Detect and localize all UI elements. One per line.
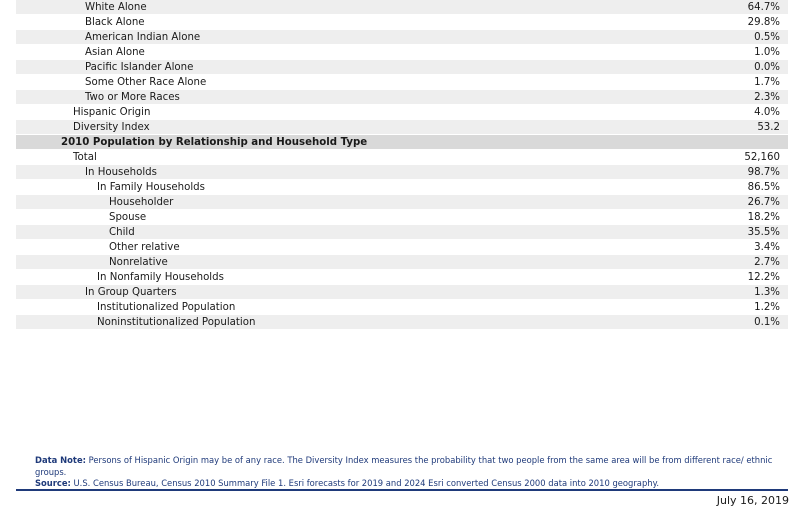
- footer-divider: [16, 489, 788, 491]
- row-label: In Group Quarters: [85, 287, 177, 298]
- row-label: Noninstitutionalized Population: [97, 317, 256, 328]
- table-row: [16, 0, 788, 15]
- data-note-label: Data Note:: [35, 455, 86, 465]
- table-row: [16, 210, 788, 225]
- row-value: 29.8%: [747, 17, 780, 28]
- row-label: Institutionalized Population: [97, 302, 236, 313]
- row-value: 0.1%: [754, 317, 780, 328]
- source-label: Source:: [35, 478, 71, 488]
- table-row: [16, 75, 788, 90]
- table-row: [16, 300, 788, 315]
- table-row: [16, 165, 788, 180]
- row-label: American Indian Alone: [85, 32, 201, 43]
- report-date: July 16, 2019: [716, 494, 789, 507]
- table-row: [16, 105, 788, 120]
- table-row: [16, 270, 788, 285]
- row-value: 1.3%: [754, 287, 780, 298]
- row-label: Householder: [109, 197, 174, 208]
- row-label: Some Other Race Alone: [85, 77, 207, 88]
- row-value: 52,160: [744, 152, 780, 163]
- row-label: Pacific Islander Alone: [85, 62, 194, 73]
- demographics-table: [16, 0, 788, 330]
- row-value: 53.2: [757, 122, 780, 133]
- row-value: 2.3%: [754, 92, 780, 103]
- table-row: [16, 90, 788, 105]
- row-value: 0.0%: [754, 62, 780, 73]
- row-label: Spouse: [109, 212, 147, 223]
- row-value: 4.0%: [754, 107, 780, 118]
- row-label: In Households: [85, 167, 157, 178]
- row-value: 86.5%: [747, 182, 780, 193]
- table-row: [16, 60, 788, 75]
- row-value: 35.5%: [747, 227, 780, 238]
- data-note: [35, 455, 785, 478]
- table-row: [16, 195, 788, 210]
- table-row: [16, 180, 788, 195]
- table-row: [16, 30, 788, 45]
- table-row: [16, 45, 788, 60]
- source-text: U.S. Census Bureau, Census 2010 Summary File 1. Esri forecasts for 2019 and 2024 Esri converted Census 2000 data into 2010 geography.: [70, 478, 659, 488]
- row-value: 1.0%: [754, 47, 780, 58]
- row-label: Diversity Index: [73, 122, 150, 133]
- row-value: 98.7%: [747, 167, 780, 178]
- table-row: [16, 225, 788, 240]
- row-value: 0.5%: [754, 32, 780, 43]
- table-row: [16, 285, 788, 300]
- row-value: 1.2%: [754, 302, 780, 313]
- row-value: 1.7%: [754, 77, 780, 88]
- section-header: [16, 135, 788, 150]
- row-label: Child: [109, 227, 135, 238]
- row-label: Hispanic Origin: [73, 107, 151, 118]
- table-row: [16, 255, 788, 270]
- row-value: 18.2%: [747, 212, 780, 223]
- table-row: [16, 315, 788, 330]
- row-label: Black Alone: [85, 17, 145, 28]
- row-value: 2.7%: [754, 257, 780, 268]
- row-value: 64.7%: [747, 2, 780, 13]
- data-note-text: Persons of Hispanic Origin may be of any race. The Diversity Index measures the probability that two people from the same area will be from different race/ ethnic groups.: [35, 455, 773, 477]
- row-label: Two or More Races: [85, 92, 180, 103]
- row-label: Total: [73, 152, 97, 163]
- table-row: [16, 240, 788, 255]
- row-value: 3.4%: [754, 242, 780, 253]
- section-title: 2010 Population by Relationship and Household Type: [61, 137, 368, 148]
- table-row: [16, 120, 788, 135]
- row-value: 12.2%: [747, 272, 780, 283]
- row-label: Other relative: [109, 242, 180, 253]
- row-value: 26.7%: [747, 197, 780, 208]
- row-label: Asian Alone: [85, 47, 145, 58]
- source-note: [35, 478, 785, 490]
- row-label: In Family Households: [97, 182, 205, 193]
- footnotes: [35, 455, 785, 490]
- row-label: In Nonfamily Households: [97, 272, 224, 283]
- row-label: Nonrelative: [109, 257, 168, 268]
- table-row: [16, 15, 788, 30]
- table-row: [16, 150, 788, 165]
- row-label: White Alone: [85, 2, 147, 13]
